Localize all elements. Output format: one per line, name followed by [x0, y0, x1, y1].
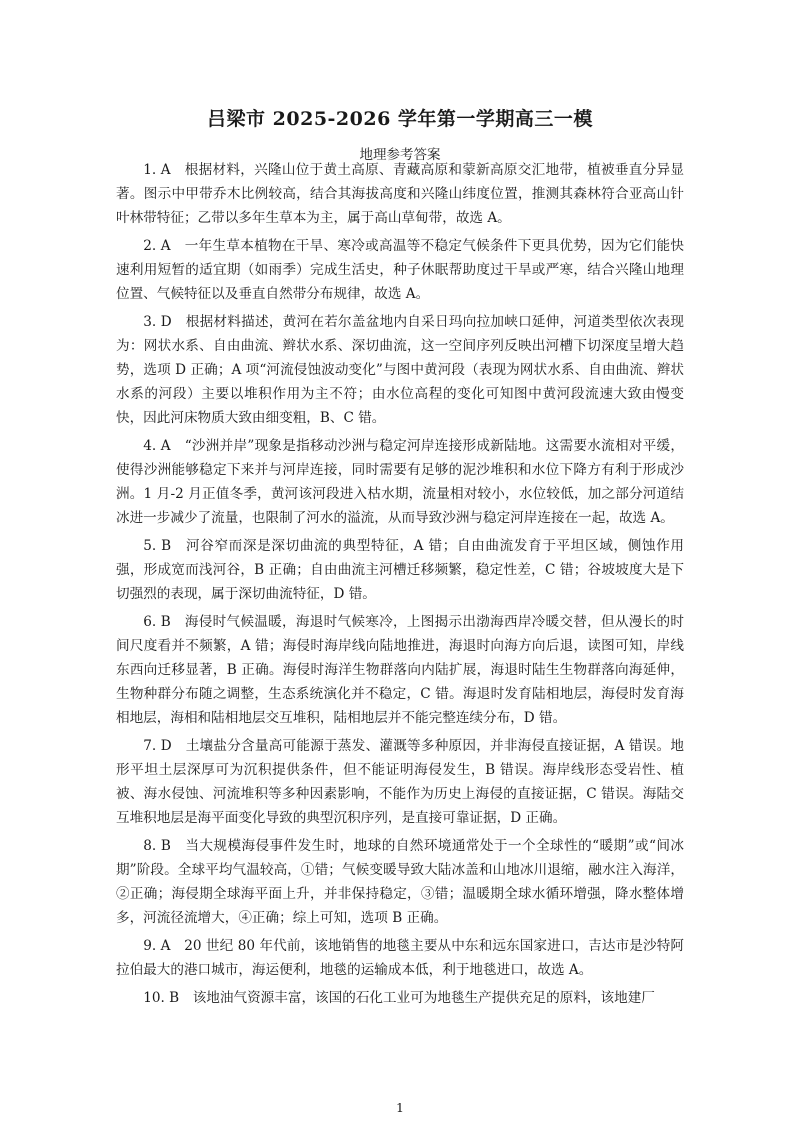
answer-item-8: 8. B 当大规模海侵事件发生时，地球的自然环境通常处于一个全球性的“暖期”或“间冰期”阶段。全球平均气温较高，①错；气候变暖导致大陆冰盖和山地冰川退缩，融水注入海洋，②正确；海侵期全球海平面上升，并非保持稳定，③错；温暖期全球水循环增强，降水整体增多，河流径流增大，④正确；综上可知，选项 B 正确。 [116, 838, 684, 926]
page-number: 1 [396, 1100, 404, 1115]
answer-item-1: 1. A 根据材料，兴隆山位于黄土高原、青藏高原和蒙新高原交汇地带，植被垂直分异显著。图示中甲带乔木比例较高，结合其海拔高度和兴隆山纬度位置，推测其森林符合亚高山针叶林带特征；乙带以多年生草本为主，属于高山草甸带，故选 A。 [116, 162, 684, 226]
answer-item-6: 6. B 海侵时气候温暖，海退时气候寒冷，上图揭示出渤海西岸冷暖交替，但从漫长的时间尺度看并不频繁，A 错；海侵时海岸线向陆地推进，海退时向海方向后退，读图可知，岸线东西向迁移显著，B 正确。海侵时海洋生物群落向内陆扩展，海退时陆生生物群落向海延伸，生物种群分布随之调整，生态系统演化并不稳定，C 错。海退时发育陆相地层，海侵时发育海相地层，海相和陆相地层交互堆积，陆相地层并不能完整连续分布，D 错。 [116, 614, 684, 726]
document-subtitle: 地理参考答案 [359, 147, 441, 163]
answer-list [116, 158, 684, 1014]
answer-item-10: 10. B 该地油气资源丰富，该国的石化工业可为地毯生产提供充足的原料，该地建厂 [143, 990, 655, 1006]
answer-item-7: 7. D 土壤盐分含量高可能源于蒸发、灌溉等多种原因，并非海侵直接证据，A 错误。地形平坦土层深厚可为沉积提供条件，但不能证明海侵发生，B 错误。海岸线形态受岩性、植被、海水侵蚀、河流堆积等多种因素影响，不能作为历史上海侵的直接证据，C 错误。海陆交互堆积地层是海平面变化导致的典型沉积序列，是直接可靠证据，D 正确。 [116, 738, 684, 826]
answer-item-4: 4. A “沙洲并岸”现象是指移动沙洲与稳定河岸连接形成新陆地。这需要水流相对平缓，使得沙洲能够稳定下来并与河岸连接，同时需要有足够的泥沙堆积和水位下降方有利于形成沙洲。1 月-2 月正值冬季，黄河该河段进入枯水期，流量相对较小，水位较低，加之部分河道结冰进一步减少了流量，也限制了河水的溢流，从而导致沙洲与稳定河岸连接在一起，故选 A。 [116, 438, 684, 526]
answer-item-9: 9. A 20 世纪 80 年代前，该地销售的地毯主要从中东和远东国家进口，吉达市是沙特阿拉伯最大的港口城市，海运便利，地毯的运输成本低，利于地毯进口，故选 A。 [116, 938, 684, 978]
answer-item-2: 2. A 一年生草本植物在干旱、寒冷或高温等不稳定气候条件下更具优势，因为它们能快速利用短暂的适宜期（如雨季）完成生活史，种子休眠帮助度过干旱或严寒，结合兴隆山地理位置、气候特征以及垂直自然带分布规律，故选 A。 [116, 238, 684, 302]
answer-item-5: 5. B 河谷窄而深是深切曲流的典型特征，A 错；自由曲流发育于平坦区域，侧蚀作用强，形成宽而浅河谷，B 正确；自由曲流主河槽迁移频繁，稳定性差，C 错；谷坡坡度大是下切强烈的表现，属于深切曲流特征，D 错。 [116, 538, 684, 602]
document-title: 吕梁市 2025-2026 学年第一学期高三一模 [207, 108, 593, 130]
answer-item-3: 3. D 根据材料描述，黄河在若尔盖盆地内自采日玛向拉加峡口延伸，河道类型依次表现为：网状水系、自由曲流、辫状水系、深切曲流，这一空间序列反映出河槽下切深度呈增大趋势，选项 D 正确；A 项“河流侵蚀波动变化”与图中黄河段（表现为网状水系、自由曲流、辫状水系的河段）主要以堆积作用为主不符；由水位高程的变化可知图中黄河段流速大致由慢变快，因此河床物质大致由细变粗，B、C 错。 [116, 314, 684, 426]
